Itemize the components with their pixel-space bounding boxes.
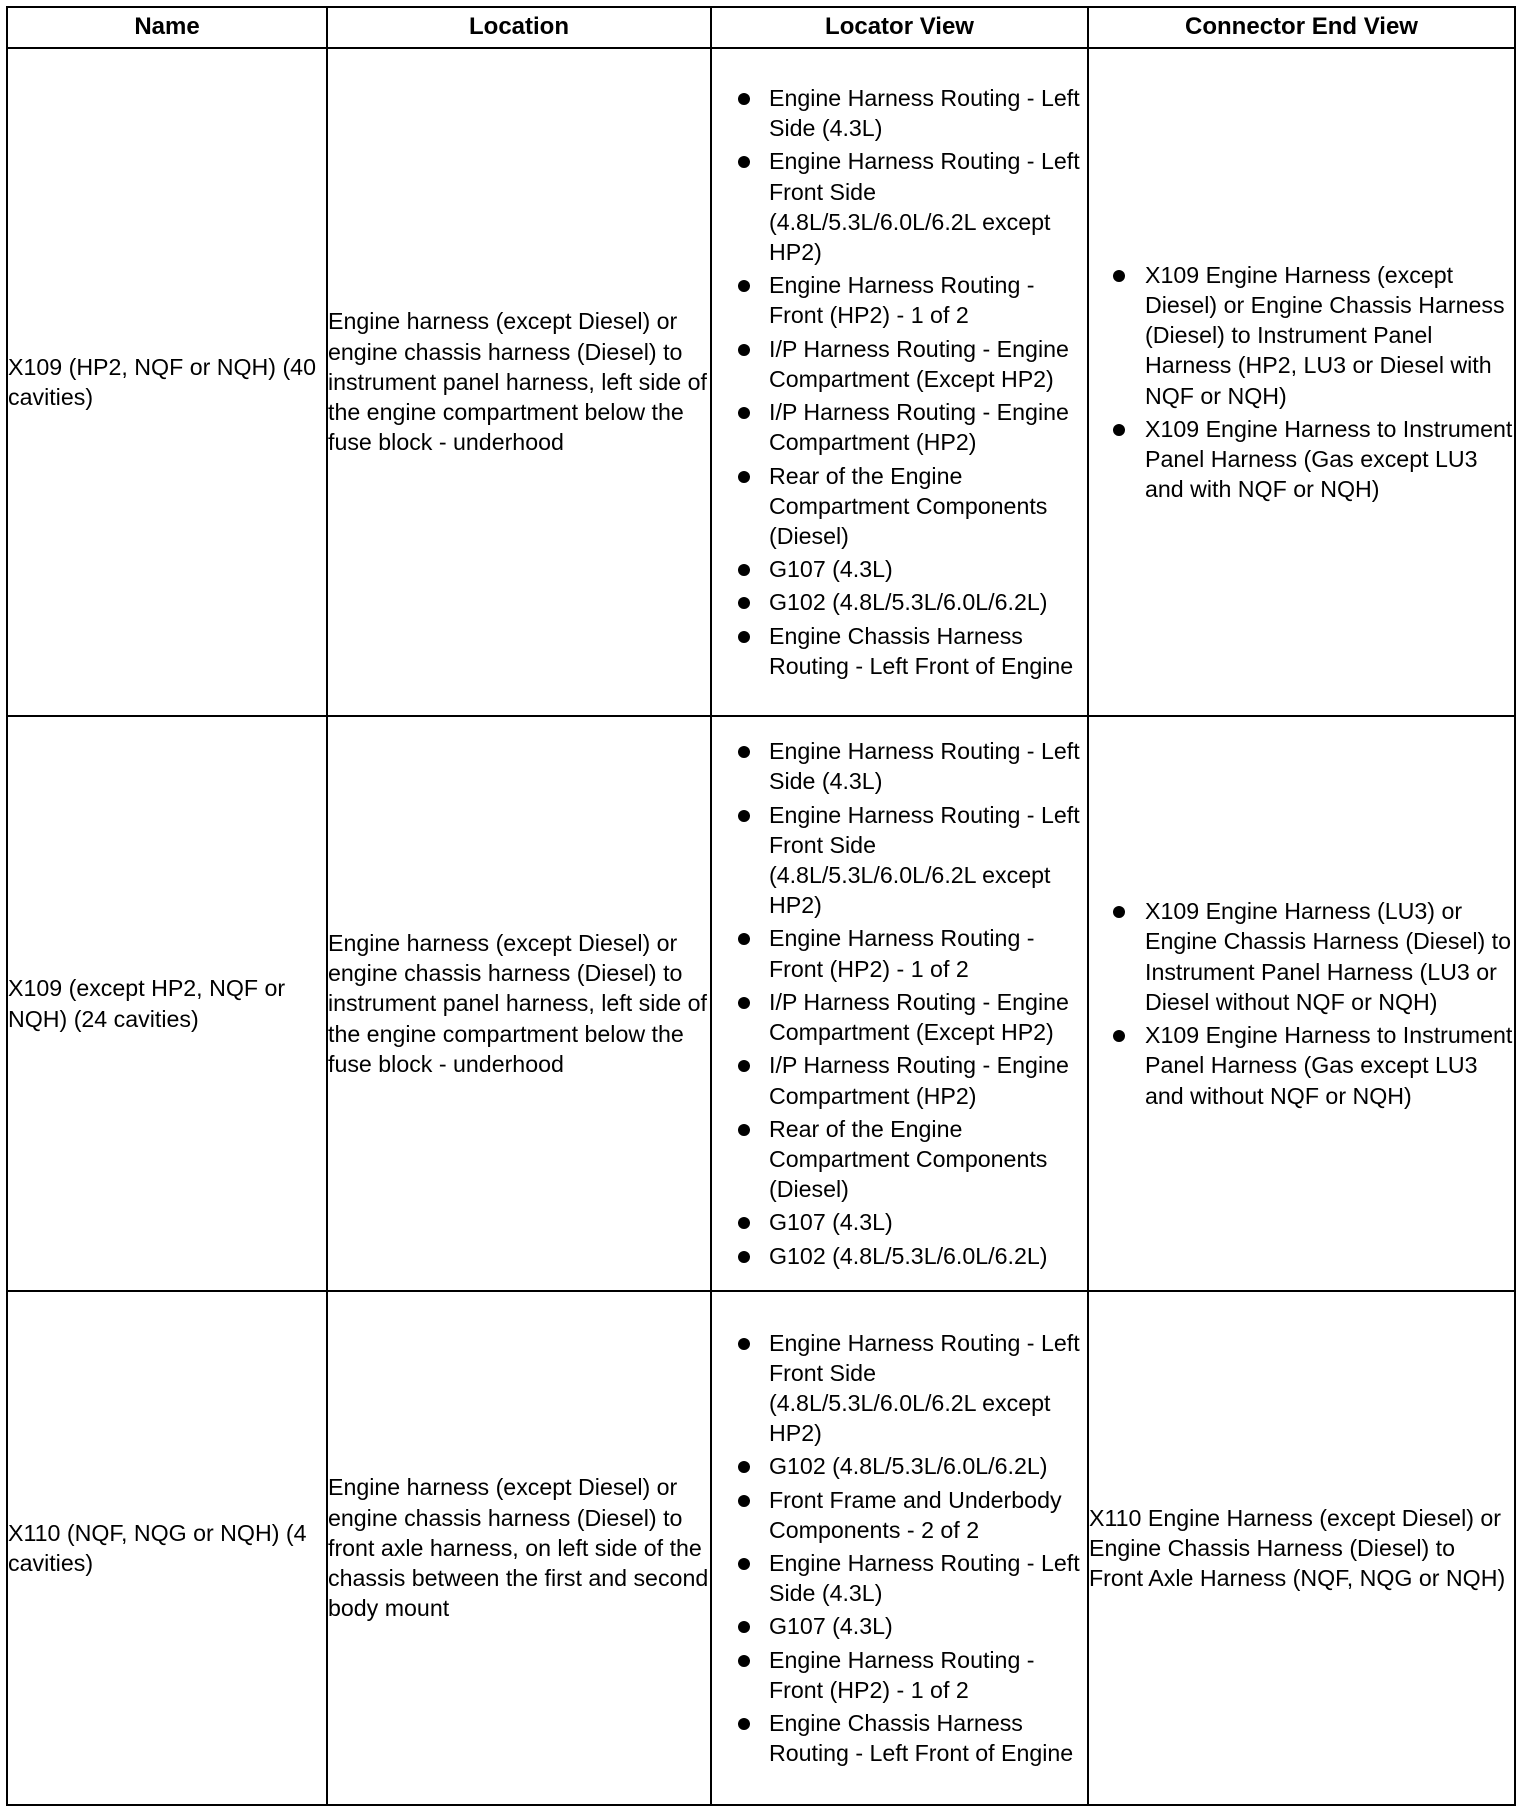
locator-view-item-label: Engine Harness Routing - Left Front Side (4.8L/5.3L/6.0L/6.2L except HP2) [769, 1329, 1080, 1447]
locator-view-list [712, 736, 1087, 1270]
bullet-icon [738, 344, 750, 356]
bullet-icon [738, 997, 750, 1009]
locator-view-item [712, 1548, 1087, 1608]
locator-view-item-label: Engine Harness Routing - Front (HP2) - 1 of 2 [769, 272, 1035, 329]
bullet-icon [738, 1461, 750, 1473]
locator-view-item [712, 1207, 1087, 1237]
locator-view-item [712, 461, 1087, 552]
locator-view-item [712, 800, 1087, 921]
bullet-icon [738, 933, 750, 945]
locator-view-item-label: Engine Harness Routing - Left Side (4.3L) [769, 85, 1080, 142]
bullet-icon [738, 1718, 750, 1730]
locator-view-item [712, 1611, 1087, 1641]
locator-view-item [712, 923, 1087, 983]
locator-view-item [712, 1451, 1087, 1481]
locator-view-cell [711, 1291, 1088, 1805]
locator-view-item [712, 270, 1087, 330]
locator-view-item [712, 146, 1087, 267]
locator-view-item-label: I/P Harness Routing - Engine Compartment (HP2) [769, 1052, 1069, 1109]
bullet-icon [738, 746, 750, 758]
bullet-icon [738, 156, 750, 168]
bullet-icon [738, 597, 750, 609]
locator-view-item [712, 554, 1087, 584]
header-row [7, 7, 1515, 48]
locator-view-item-label: Rear of the Engine Compartment Components (Diesel) [769, 1115, 1048, 1203]
locator-view-item [712, 1114, 1087, 1205]
location-cell: Engine harness (except Diesel) or engine chassis harness (Diesel) to front axle harness, on left side of the chassis between the first and second body mount [327, 1291, 711, 1805]
header-name: Name [7, 7, 327, 48]
locator-view-cell [711, 716, 1088, 1291]
locator-view-item [712, 1050, 1087, 1110]
table-row [7, 1291, 1515, 1805]
location-cell: Engine harness (except Diesel) or engine chassis harness (Diesel) to instrument panel harness, left side of the engine compartment below the fuse block - underhood [327, 716, 711, 1291]
locator-view-item [712, 1241, 1087, 1271]
locator-view-item-label: I/P Harness Routing - Engine Compartment (HP2) [769, 399, 1069, 456]
locator-view-cell [711, 48, 1088, 716]
locator-view-item-label: G107 (4.3L) [769, 556, 893, 583]
name-cell: X110 (NQF, NQG or NQH) (4 cavities) [7, 1291, 327, 1805]
connector-end-view-cell [1088, 48, 1515, 716]
locator-view-item [712, 736, 1087, 796]
bullet-icon [738, 407, 750, 419]
connector-end-view-cell: X110 Engine Harness (except Diesel) or Engine Chassis Harness (Diesel) to Front Axle Harness (NQF, NQG or NQH) [1088, 1291, 1515, 1805]
bullet-icon [1113, 270, 1125, 282]
bullet-icon [738, 280, 750, 292]
locator-view-item-label: Engine Harness Routing - Left Side (4.3L) [769, 738, 1080, 795]
bullet-icon [1113, 1030, 1125, 1042]
location-cell: Engine harness (except Diesel) or engine chassis harness (Diesel) to instrument panel harness, left side of the engine compartment below the fuse block - underhood [327, 48, 711, 716]
bullet-icon [738, 1495, 750, 1507]
locator-view-item-label: Engine Harness Routing - Left Side (4.3L) [769, 1550, 1080, 1607]
locator-view-item [712, 621, 1087, 681]
connector-end-view-item [1089, 260, 1514, 411]
locator-view-item-label: Engine Harness Routing - Front (HP2) - 1 of 2 [769, 925, 1035, 982]
locator-view-item-label: G102 (4.8L/5.3L/6.0L/6.2L) [769, 1242, 1048, 1269]
connector-end-view-item [1089, 414, 1514, 505]
locator-view-item-label: G102 (4.8L/5.3L/6.0L/6.2L) [769, 1453, 1048, 1480]
connector-end-view-item-label: X109 Engine Harness to Instrument Panel Harness (Gas except LU3 and without NQF or NQH) [1145, 1022, 1513, 1109]
bullet-icon [738, 1655, 750, 1667]
locator-view-item-label: G102 (4.8L/5.3L/6.0L/6.2L) [769, 589, 1048, 616]
connector-end-view-item [1089, 896, 1514, 1017]
locator-view-item-label: Rear of the Engine Compartment Components (Diesel) [769, 462, 1048, 549]
locator-view-item [712, 987, 1087, 1047]
bullet-icon [738, 1217, 750, 1229]
bullet-icon [738, 631, 750, 643]
locator-view-item-label: I/P Harness Routing - Engine Compartment (Except HP2) [769, 988, 1069, 1046]
locator-view-item [712, 1485, 1087, 1545]
name-cell: X109 (HP2, NQF or NQH) (40 cavities) [7, 48, 327, 716]
locator-view-list [712, 83, 1087, 681]
connector-end-view-cell [1088, 716, 1515, 1291]
locator-view-item-label: Engine Harness Routing - Left Front Side (4.8L/5.3L/6.0L/6.2L except HP2) [769, 801, 1080, 919]
locator-view-item-label: Engine Harness Routing - Front (HP2) - 1 of 2 [769, 1646, 1035, 1703]
locator-view-item-label: Front Frame and Underbody Components - 2 of 2 [769, 1486, 1062, 1543]
header-location: Location [327, 7, 711, 48]
locator-view-item [712, 1645, 1087, 1705]
locator-view-item [712, 334, 1087, 394]
locator-view-item [712, 587, 1087, 617]
locator-view-item-label: Engine Chassis Harness Routing - Left Front of Engine [769, 622, 1074, 679]
locator-view-item-label: Engine Chassis Harness Routing - Left Front of Engine [769, 1710, 1074, 1767]
bullet-icon [738, 471, 750, 483]
header-locator-view: Locator View [711, 7, 1088, 48]
table-row [7, 716, 1515, 1291]
locator-view-item-label: I/P Harness Routing - Engine Compartment (Except HP2) [769, 335, 1069, 392]
connector-end-view-item [1089, 1020, 1514, 1111]
bullet-icon [738, 1621, 750, 1633]
bullet-icon [738, 810, 750, 822]
name-cell: X109 (except HP2, NQF or NQH) (24 cavities) [7, 716, 327, 1291]
connector-table [6, 6, 1516, 1806]
locator-view-item [712, 397, 1087, 457]
connector-end-view-item-label: X109 Engine Harness (except Diesel) or Engine Chassis Harness (Diesel) to Instrument Panel Harness (HP2, LU3 or Diesel with NQF or NQH) [1145, 261, 1505, 409]
locator-view-item [712, 1708, 1087, 1768]
locator-view-item [712, 1328, 1087, 1449]
header-connector-end-view: Connector End View [1088, 7, 1515, 48]
locator-view-list [712, 1328, 1087, 1769]
locator-view-item-label: Engine Harness Routing - Left Front Side (4.8L/5.3L/6.0L/6.2L except HP2) [769, 148, 1080, 266]
locator-view-item-label: G107 (4.3L) [769, 1613, 893, 1640]
bullet-icon [1113, 906, 1125, 918]
locator-view-item-label: G107 (4.3L) [769, 1209, 893, 1236]
bullet-icon [738, 1124, 750, 1136]
connector-end-view-list [1089, 896, 1514, 1110]
connector-end-view-item-label: X109 Engine Harness to Instrument Panel Harness (Gas except LU3 and with NQF or NQH) [1145, 415, 1513, 503]
bullet-icon [738, 564, 750, 576]
bullet-icon [738, 93, 750, 105]
bullet-icon [738, 1251, 750, 1263]
bullet-icon [738, 1338, 750, 1350]
locator-view-item [712, 83, 1087, 143]
bullet-icon [738, 1558, 750, 1570]
connector-end-view-list [1089, 260, 1514, 505]
bullet-icon [738, 1060, 750, 1072]
connector-end-view-item-label: X109 Engine Harness (LU3) or Engine Chassis Harness (Diesel) to Instrument Panel Harness (LU3 or Diesel without NQF or NQH) [1145, 898, 1511, 1015]
table-row [7, 48, 1515, 716]
bullet-icon [1113, 424, 1125, 436]
